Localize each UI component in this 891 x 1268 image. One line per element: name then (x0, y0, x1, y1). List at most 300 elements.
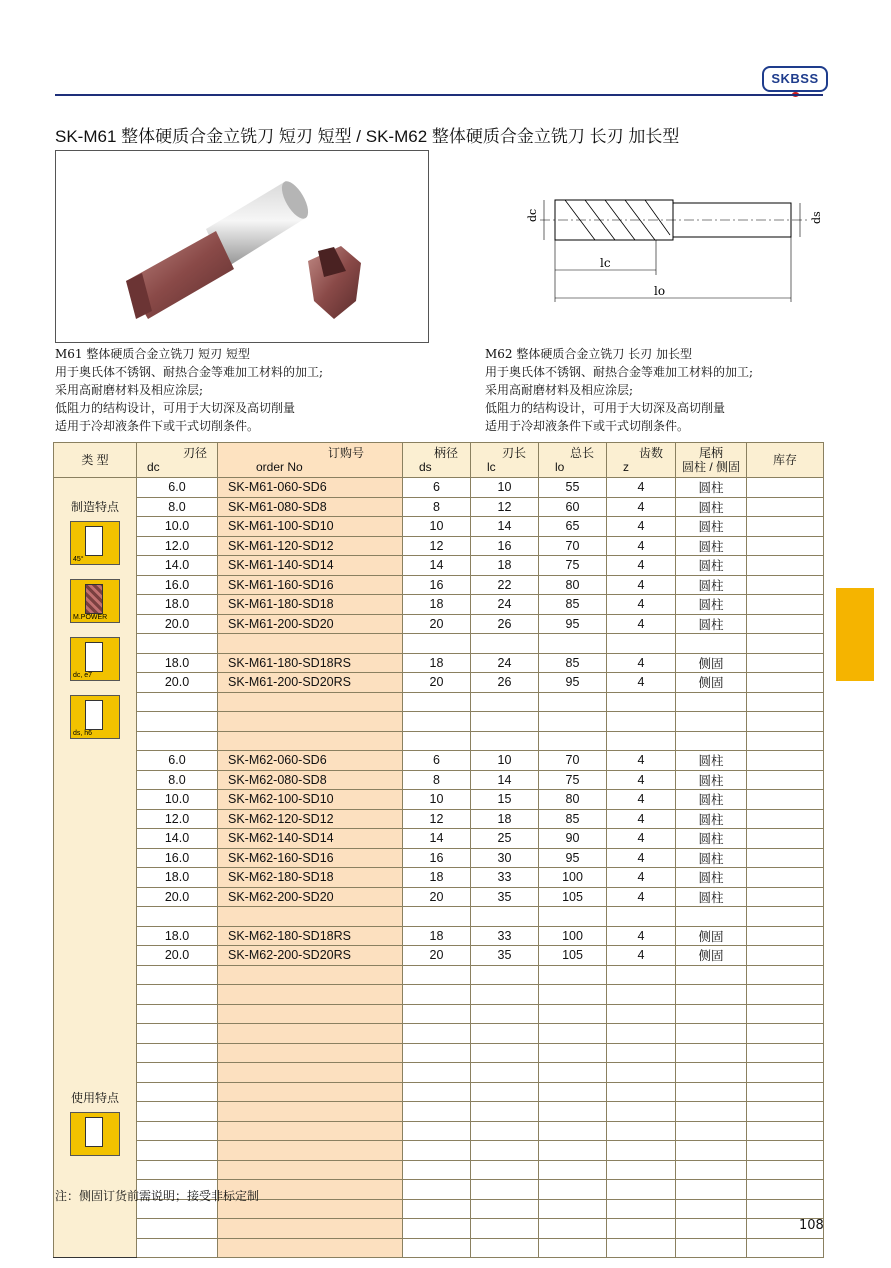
description-m62 (485, 345, 753, 435)
header-ds: 柄径 ds (403, 443, 471, 478)
cell-stock (747, 751, 824, 771)
cell-z (607, 965, 676, 985)
cell-shank: 圆柱 (676, 478, 747, 498)
table-row (54, 1121, 824, 1141)
cell-ds: 20 (403, 673, 471, 693)
cell-stock (747, 1141, 824, 1161)
cell-stock (747, 946, 824, 966)
cell-lc: 14 (471, 770, 539, 790)
cell-shank (676, 1063, 747, 1083)
cell-lo (539, 1121, 607, 1141)
cell-order: SK-M62-060-SD6 (218, 751, 403, 771)
cell-order (218, 1102, 403, 1122)
cell-order: SK-M61-200-SD20 (218, 614, 403, 634)
cell-shank: 侧固 (676, 946, 747, 966)
cell-lo: 60 (539, 497, 607, 517)
cell-ds: 14 (403, 556, 471, 576)
cell-stock (747, 556, 824, 576)
cell-lo: 85 (539, 653, 607, 673)
cell-order: SK-M61-200-SD20RS (218, 673, 403, 693)
cell-z (607, 1063, 676, 1083)
cell-dc: 10.0 (137, 790, 218, 810)
cell-ds (403, 634, 471, 654)
cell-shank: 圆柱 (676, 614, 747, 634)
cell-order (218, 1219, 403, 1239)
cell-dc: 18.0 (137, 653, 218, 673)
table-row (54, 809, 824, 829)
cell-z (607, 1121, 676, 1141)
cell-ds (403, 1024, 471, 1044)
cell-ds (403, 1219, 471, 1239)
cell-order (218, 692, 403, 712)
cell-ds: 18 (403, 868, 471, 888)
cell-stock (747, 1063, 824, 1083)
cell-dc (137, 985, 218, 1005)
cell-lc: 12 (471, 497, 539, 517)
cell-dc: 14.0 (137, 556, 218, 576)
brand-logo: SKBSS (762, 66, 828, 92)
cell-z (607, 1199, 676, 1219)
cell-lo: 55 (539, 478, 607, 498)
cell-shank (676, 1199, 747, 1219)
header-order: 订购号 order No (218, 443, 403, 478)
cell-stock (747, 634, 824, 654)
cell-dc (137, 1121, 218, 1141)
cell-ds: 18 (403, 653, 471, 673)
cell-z: 4 (607, 829, 676, 849)
cell-shank: 圆柱 (676, 868, 747, 888)
cell-order: SK-M62-140-SD14 (218, 829, 403, 849)
cell-z (607, 1141, 676, 1161)
cell-lo (539, 712, 607, 732)
cell-stock (747, 536, 824, 556)
ds-tolerance-icon: ds, h6 (70, 695, 120, 739)
cell-stock (747, 1004, 824, 1024)
table-row (54, 1024, 824, 1044)
cell-lo (539, 1199, 607, 1219)
cell-order (218, 907, 403, 927)
cell-lo: 75 (539, 556, 607, 576)
header-z: 齿数 z (607, 443, 676, 478)
cell-lo: 85 (539, 809, 607, 829)
desc-line: 低阻力的结构设计，可用于大切深及高切削量 (485, 401, 726, 415)
cell-shank (676, 965, 747, 985)
table-row (54, 1063, 824, 1083)
table-row (54, 478, 824, 498)
cell-lo (539, 1238, 607, 1258)
tool-drawing (520, 180, 830, 310)
cell-lc (471, 1121, 539, 1141)
header-type: 类 型 (54, 443, 137, 478)
cell-stock (747, 673, 824, 693)
cell-ds (403, 965, 471, 985)
cell-ds (403, 1082, 471, 1102)
cell-lc: 33 (471, 868, 539, 888)
cell-lo: 70 (539, 751, 607, 771)
cell-shank (676, 1043, 747, 1063)
cell-shank: 侧固 (676, 673, 747, 693)
cell-z (607, 985, 676, 1005)
cell-ds (403, 1141, 471, 1161)
cell-order (218, 1063, 403, 1083)
cell-ds: 12 (403, 536, 471, 556)
cell-order: SK-M62-100-SD10 (218, 790, 403, 810)
cell-order (218, 1160, 403, 1180)
side-panel (54, 478, 137, 1258)
cell-lo (539, 965, 607, 985)
cell-lc (471, 1043, 539, 1063)
header-stock: 库存 (747, 443, 824, 478)
cell-shank: 圆柱 (676, 556, 747, 576)
desc-line: M61 整体硬质合金立铣刀 短刃 短型 (55, 347, 251, 361)
cell-z: 4 (607, 478, 676, 498)
cell-dc: 18.0 (137, 926, 218, 946)
cell-z: 4 (607, 751, 676, 771)
table-row (54, 1160, 824, 1180)
cell-order: SK-M61-080-SD8 (218, 497, 403, 517)
cell-shank (676, 1180, 747, 1200)
cell-lc: 26 (471, 614, 539, 634)
cell-lc (471, 1238, 539, 1258)
table-row (54, 556, 824, 576)
cell-ds: 18 (403, 926, 471, 946)
cell-lc (471, 907, 539, 927)
cell-order: SK-M62-200-SD20RS (218, 946, 403, 966)
cell-z: 4 (607, 595, 676, 615)
cell-order: SK-M61-060-SD6 (218, 478, 403, 498)
cell-ds: 16 (403, 848, 471, 868)
cell-ds: 10 (403, 517, 471, 537)
cell-dc (137, 1063, 218, 1083)
table-row (54, 887, 824, 907)
cell-stock (747, 517, 824, 537)
cell-ds (403, 1102, 471, 1122)
cell-shank (676, 1102, 747, 1122)
cell-shank: 圆柱 (676, 517, 747, 537)
product-photo (55, 150, 429, 343)
cell-lc (471, 1141, 539, 1161)
footnote: 注：侧固订货前需说明；接受非标定制 (55, 1189, 260, 1203)
cell-order (218, 1004, 403, 1024)
cell-dc (137, 1004, 218, 1024)
cell-shank: 圆柱 (676, 829, 747, 849)
cell-shank: 圆柱 (676, 790, 747, 810)
cell-dc: 16.0 (137, 848, 218, 868)
mpower-icon: M.POWER (70, 579, 120, 623)
cell-order: SK-M61-180-SD18RS (218, 653, 403, 673)
cell-stock (747, 497, 824, 517)
desc-line: M62 整体硬质合金立铣刀 长刃 加长型 (485, 347, 693, 361)
table-row (54, 965, 824, 985)
cell-ds (403, 1160, 471, 1180)
cell-ds: 10 (403, 790, 471, 810)
cell-z: 4 (607, 497, 676, 517)
cell-z (607, 712, 676, 732)
cell-stock (747, 712, 824, 732)
cell-stock (747, 848, 824, 868)
desc-line: 用于奥氏体不锈钢、耐热合金等难加工材料的加工; (485, 365, 754, 379)
cell-order (218, 1043, 403, 1063)
cell-lo: 105 (539, 887, 607, 907)
cell-z (607, 1160, 676, 1180)
cell-stock (747, 809, 824, 829)
header-rule (55, 94, 823, 96)
cell-lc (471, 1199, 539, 1219)
cell-lo (539, 1082, 607, 1102)
cell-dc (137, 634, 218, 654)
cell-shank (676, 712, 747, 732)
cell-lo (539, 1141, 607, 1161)
cell-shank (676, 1160, 747, 1180)
header-shank: 尾柄 圆柱 / 侧固 (676, 443, 747, 478)
cell-z: 4 (607, 848, 676, 868)
cell-dc: 20.0 (137, 673, 218, 693)
table-row (54, 634, 824, 654)
cell-order: SK-M62-080-SD8 (218, 770, 403, 790)
cell-shank: 侧固 (676, 926, 747, 946)
table-row (54, 829, 824, 849)
cell-lo: 80 (539, 790, 607, 810)
desc-line: 适用于冷却液条件下或干式切削条件。 (485, 419, 690, 433)
table-row (54, 770, 824, 790)
cell-lc: 10 (471, 478, 539, 498)
cell-order (218, 1082, 403, 1102)
cell-lc: 14 (471, 517, 539, 537)
cell-shank: 圆柱 (676, 497, 747, 517)
cell-order (218, 634, 403, 654)
cell-lo (539, 634, 607, 654)
cell-dc (137, 1082, 218, 1102)
cell-lc: 16 (471, 536, 539, 556)
cell-order: SK-M61-100-SD10 (218, 517, 403, 537)
usage-icon (70, 1112, 120, 1156)
cell-shank: 圆柱 (676, 887, 747, 907)
cell-dc: 16.0 (137, 575, 218, 595)
cell-dc (137, 1238, 218, 1258)
cell-stock (747, 575, 824, 595)
cell-lc: 10 (471, 751, 539, 771)
cell-z: 4 (607, 517, 676, 537)
cell-order (218, 1141, 403, 1161)
table-row (54, 926, 824, 946)
cell-dc: 6.0 (137, 478, 218, 498)
table-row (54, 1082, 824, 1102)
cell-z: 4 (607, 536, 676, 556)
cell-shank (676, 692, 747, 712)
cell-stock (747, 1082, 824, 1102)
cell-shank (676, 1121, 747, 1141)
cell-dc (137, 1043, 218, 1063)
table-row (54, 1102, 824, 1122)
cell-stock (747, 1238, 824, 1258)
cell-order: SK-M62-180-SD18 (218, 868, 403, 888)
cell-lc: 30 (471, 848, 539, 868)
cell-lo (539, 1004, 607, 1024)
cell-lo (539, 1102, 607, 1122)
cell-stock (747, 1043, 824, 1063)
cell-shank: 圆柱 (676, 536, 747, 556)
cell-order (218, 1121, 403, 1141)
header-dc: 刃径 dc (137, 443, 218, 478)
cell-z: 4 (607, 946, 676, 966)
cell-dc: 20.0 (137, 887, 218, 907)
cell-order (218, 1238, 403, 1258)
cell-lc (471, 712, 539, 732)
cell-shank (676, 1024, 747, 1044)
cell-ds: 8 (403, 497, 471, 517)
cell-dc: 20.0 (137, 946, 218, 966)
cell-ds (403, 907, 471, 927)
cell-ds (403, 1121, 471, 1141)
cell-dc (137, 965, 218, 985)
cell-lo: 95 (539, 673, 607, 693)
cell-lo (539, 1160, 607, 1180)
cell-dc: 14.0 (137, 829, 218, 849)
cell-order: SK-M61-120-SD12 (218, 536, 403, 556)
cell-lc (471, 731, 539, 751)
cell-dc (137, 1160, 218, 1180)
cell-stock (747, 829, 824, 849)
cell-lc (471, 1102, 539, 1122)
cell-lo: 100 (539, 868, 607, 888)
cell-ds (403, 731, 471, 751)
cell-order (218, 712, 403, 732)
cell-lo (539, 985, 607, 1005)
cell-shank: 侧固 (676, 653, 747, 673)
cell-lo: 105 (539, 946, 607, 966)
cell-order: SK-M62-160-SD16 (218, 848, 403, 868)
table-header (54, 443, 824, 478)
cell-shank: 圆柱 (676, 751, 747, 771)
cell-lo (539, 907, 607, 927)
cell-lo (539, 1063, 607, 1083)
cell-z: 4 (607, 575, 676, 595)
page-number: 108 (799, 1218, 824, 1233)
cell-z (607, 1082, 676, 1102)
cell-lo (539, 1219, 607, 1239)
cell-stock (747, 614, 824, 634)
cell-stock (747, 770, 824, 790)
cell-stock (747, 868, 824, 888)
cell-z: 4 (607, 556, 676, 576)
cell-lo: 85 (539, 595, 607, 615)
cell-z: 4 (607, 673, 676, 693)
cell-lo: 70 (539, 536, 607, 556)
table-row (54, 595, 824, 615)
table-row (54, 653, 824, 673)
cell-lo: 90 (539, 829, 607, 849)
table-row (54, 1141, 824, 1161)
cell-lo (539, 1024, 607, 1044)
cell-ds (403, 692, 471, 712)
cell-lc: 25 (471, 829, 539, 849)
cell-z: 4 (607, 653, 676, 673)
cell-ds (403, 985, 471, 1005)
cell-lc: 15 (471, 790, 539, 810)
cell-lc (471, 1082, 539, 1102)
table-row (54, 692, 824, 712)
cell-lo: 75 (539, 770, 607, 790)
cell-dc (137, 712, 218, 732)
cell-dc: 8.0 (137, 497, 218, 517)
cell-dc: 18.0 (137, 868, 218, 888)
desc-line: 采用高耐磨材料及相应涂层; (55, 383, 204, 397)
desc-line: 适用于冷却液条件下或干式切削条件。 (55, 419, 260, 433)
ds-label: ds (810, 211, 823, 224)
cell-lc: 24 (471, 653, 539, 673)
cell-z (607, 1024, 676, 1044)
cell-stock (747, 1121, 824, 1141)
cell-stock (747, 595, 824, 615)
cell-lo: 80 (539, 575, 607, 595)
cell-stock (747, 1024, 824, 1044)
cell-dc: 6.0 (137, 751, 218, 771)
cell-ds (403, 712, 471, 732)
cell-ds: 14 (403, 829, 471, 849)
cell-stock (747, 985, 824, 1005)
cell-lc (471, 1219, 539, 1239)
cell-dc (137, 1141, 218, 1161)
cell-order (218, 965, 403, 985)
cell-ds (403, 1063, 471, 1083)
cell-order: SK-M62-180-SD18RS (218, 926, 403, 946)
table-row (54, 907, 824, 927)
cell-shank: 圆柱 (676, 848, 747, 868)
cell-lc: 35 (471, 946, 539, 966)
cell-ds (403, 1238, 471, 1258)
cell-lc: 35 (471, 887, 539, 907)
cell-dc (137, 907, 218, 927)
spec-table (53, 442, 824, 1258)
cell-stock (747, 1160, 824, 1180)
cell-ds (403, 1199, 471, 1219)
desc-line: 用于奥氏体不锈钢、耐热合金等难加工材料的加工; (55, 365, 324, 379)
desc-line: 采用高耐磨材料及相应涂层; (485, 383, 634, 397)
description-m61 (55, 345, 323, 435)
cell-dc: 18.0 (137, 595, 218, 615)
table-row (54, 868, 824, 888)
cell-stock (747, 1180, 824, 1200)
cell-stock (747, 926, 824, 946)
table-row (54, 751, 824, 771)
cell-dc (137, 731, 218, 751)
page-title: SK-M61 整体硬质合金立铣刀 短刃 短型 / SK-M62 整体硬质合金立铣刀 长刃 加长型 (55, 127, 680, 146)
cell-stock (747, 731, 824, 751)
cell-order: SK-M62-200-SD20 (218, 887, 403, 907)
cell-stock (747, 1199, 824, 1219)
cell-lo (539, 1180, 607, 1200)
cell-dc (137, 1024, 218, 1044)
table-row (54, 1043, 824, 1063)
cell-shank (676, 1004, 747, 1024)
cell-lo (539, 1043, 607, 1063)
cell-stock (747, 907, 824, 927)
cell-lc (471, 692, 539, 712)
cell-z: 4 (607, 770, 676, 790)
cell-stock (747, 965, 824, 985)
cell-order: SK-M61-180-SD18 (218, 595, 403, 615)
cell-dc (137, 1102, 218, 1122)
cell-lc (471, 1004, 539, 1024)
cell-ds: 18 (403, 595, 471, 615)
cell-z (607, 1238, 676, 1258)
cell-lc (471, 634, 539, 654)
cell-lc (471, 1024, 539, 1044)
table-row (54, 614, 824, 634)
cell-dc (137, 692, 218, 712)
cell-z (607, 731, 676, 751)
cell-order: SK-M61-140-SD14 (218, 556, 403, 576)
